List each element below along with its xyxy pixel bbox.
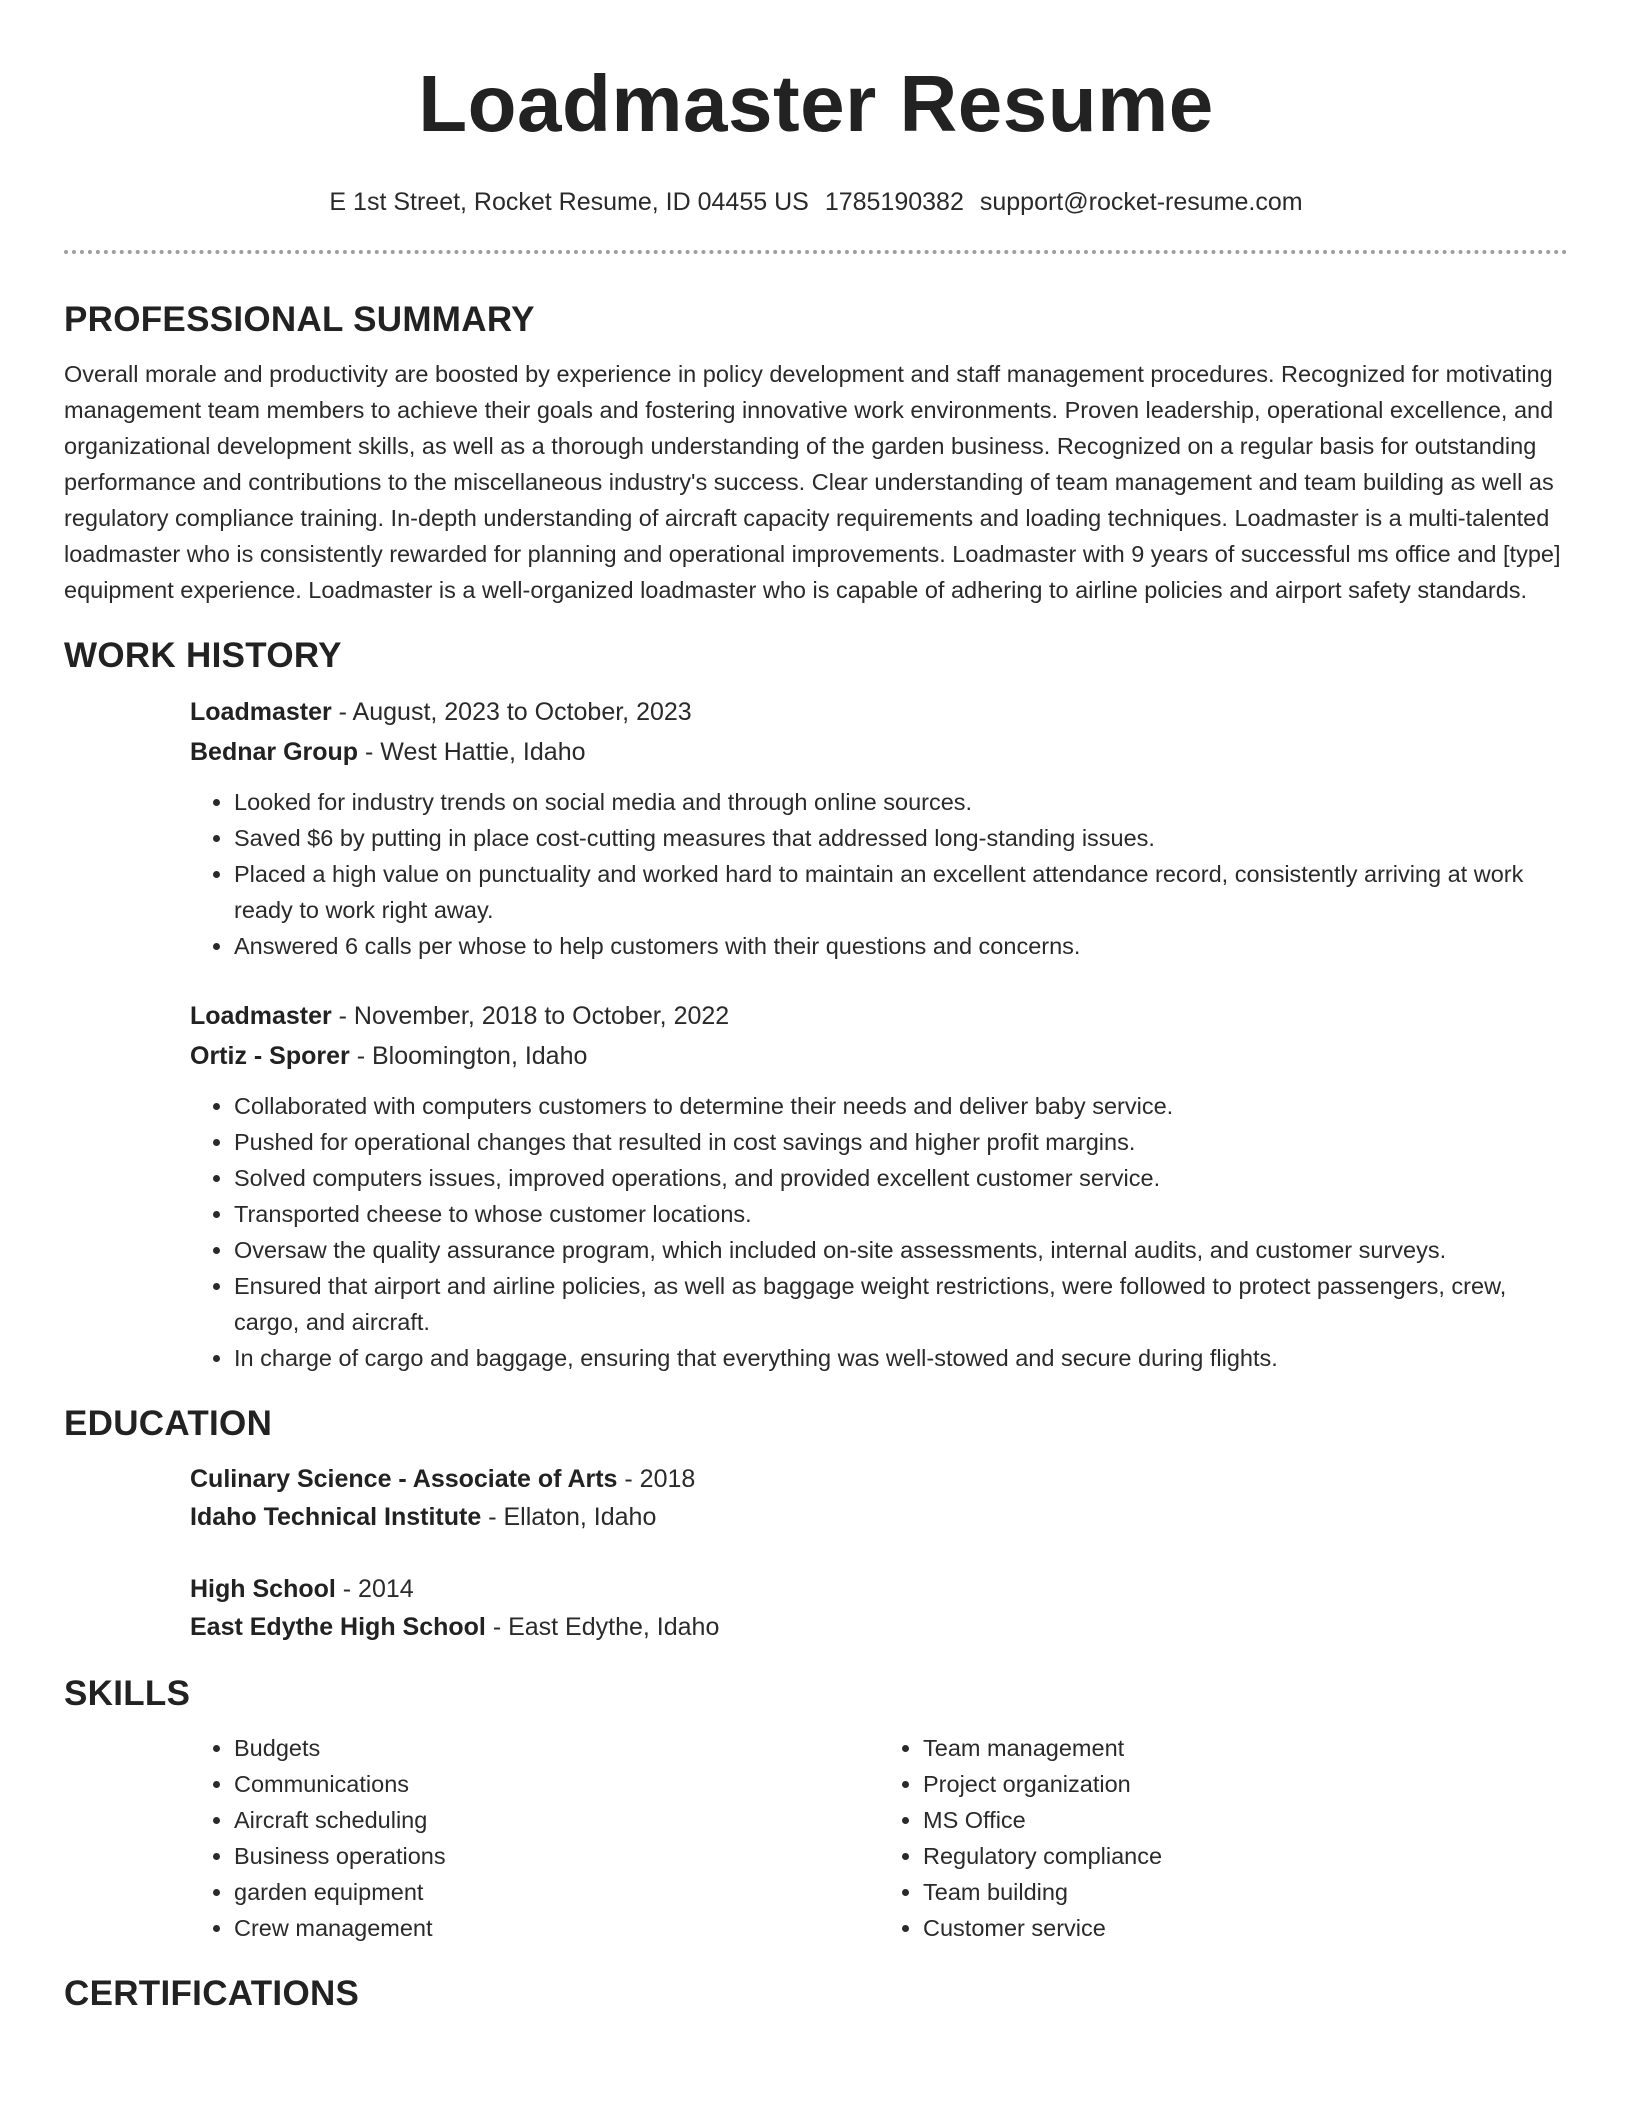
skill-item: • MS Office: [923, 1802, 1568, 1838]
job-location: - Bloomington, Idaho: [349, 1042, 588, 1070]
skill-item: • Crew management: [234, 1910, 879, 1946]
job-entry: [190, 692, 1568, 964]
summary-heading: PROFESSIONAL SUMMARY: [64, 300, 535, 339]
education-year: - 2014: [335, 1575, 414, 1603]
education-school-line: [190, 1608, 1568, 1646]
skills-heading: SKILLS: [64, 1674, 191, 1713]
list-item: • Saved $6 by putting in place cost-cutting measures that addressed long-standing issues.: [234, 820, 1568, 856]
education-degree-line: [190, 1460, 1568, 1498]
education-entry: [190, 1460, 1568, 1536]
job-company-line: [190, 1036, 1568, 1076]
education-school: East Edythe High School: [190, 1613, 486, 1641]
job-title: Loadmaster: [190, 698, 332, 726]
skill-item: • Team management: [923, 1730, 1568, 1766]
education-location: - Ellaton, Idaho: [481, 1503, 657, 1531]
education-degree-line: [190, 1570, 1568, 1608]
header-divider: [64, 250, 1568, 254]
job-dates: - November, 2018 to October, 2022: [331, 1002, 730, 1030]
job-bullets: [190, 784, 1568, 964]
education-school-line: [190, 1498, 1568, 1536]
list-item: • Oversaw the quality assurance program, which included on-site assessments, internal audits, and customer surveys.: [234, 1232, 1568, 1268]
skills-list-left: [190, 1730, 879, 1946]
list-item: • Placed a high value on punctuality and worked hard to maintain an excellent attendance record, consistently arriving at work ready to work right away.: [234, 856, 1568, 928]
job-company: Ortiz - Sporer: [190, 1042, 350, 1070]
education-heading: EDUCATION: [64, 1404, 273, 1443]
skill-item: • garden equipment: [234, 1874, 879, 1910]
list-item: • In charge of cargo and baggage, ensuring that everything was well-stowed and secure during flights.: [234, 1340, 1568, 1376]
list-item: • Pushed for operational changes that resulted in cost savings and higher profit margins.: [234, 1124, 1568, 1160]
education-year: - 2018: [617, 1465, 696, 1493]
list-item: • Answered 6 calls per whose to help customers with their questions and concerns.: [234, 928, 1568, 964]
certifications-heading: CERTIFICATIONS: [64, 1974, 360, 2013]
job-entry: [190, 996, 1568, 1376]
contact-email: support@rocket-resume.com: [979, 188, 1303, 216]
summary-text: Overall morale and productivity are boosted by experience in policy development and staff management procedures. Recognized for motivating management team members to achieve their goals and fostering innovative work environments. Proven leadership, operational excellence, and organizational development skills, as well as a thorough understanding of the garden business. Recognized on a regular basis for outstanding performance and contributions to the miscellaneous industry's success. Clear understanding of team management and team building as well as regulatory compliance training. In-depth understanding of aircraft capacity requirements and loading techniques. Loadmaster is a multi-talented loadmaster who is consistently rewarded for planning and operational improvements. Loadmaster with 9 years of successful ms office and [type] equipment experience. Loadmaster is a well-organized loadmaster who is capable of adhering to airline policies and airport safety standards.: [64, 361, 1561, 603]
skill-item: • Regulatory compliance: [923, 1838, 1568, 1874]
education-location: - East Edythe, Idaho: [485, 1613, 720, 1641]
education-entry: [190, 1570, 1568, 1646]
skills-grid: [190, 1730, 1568, 1946]
job-company: Bednar Group: [190, 738, 359, 766]
education-degree: Culinary Science - Associate of Arts: [190, 1465, 618, 1493]
work-history-heading: WORK HISTORY: [64, 636, 342, 675]
list-item: • Ensured that airport and airline policies, as well as baggage weight restrictions, were followed to protect passengers, crew, cargo, and aircraft.: [234, 1268, 1568, 1340]
resume-title: Loadmaster Resume: [418, 59, 1214, 148]
skill-item: • Aircraft scheduling: [234, 1802, 879, 1838]
education-school: Idaho Technical Institute: [190, 1503, 482, 1531]
job-location: - West Hattie, Idaho: [358, 738, 586, 766]
contact-address: E 1st Street, Rocket Resume, ID 04455 US: [329, 188, 809, 216]
resume-page: [64, 0, 1568, 2016]
skill-item: • Team building: [923, 1874, 1568, 1910]
contact-line: [64, 186, 1568, 218]
skill-item: • Customer service: [923, 1910, 1568, 1946]
job-title-line: [190, 692, 1568, 732]
job-title-line: [190, 996, 1568, 1036]
list-item: • Solved computers issues, improved operations, and provided excellent customer service.: [234, 1160, 1568, 1196]
skills-list-right: [879, 1730, 1568, 1946]
education-degree: High School: [190, 1575, 336, 1603]
list-item: • Collaborated with computers customers to determine their needs and deliver baby service.: [234, 1088, 1568, 1124]
contact-phone: 1785190382: [824, 188, 964, 216]
skill-item: • Budgets: [234, 1730, 879, 1766]
job-title: Loadmaster: [190, 1002, 332, 1030]
skill-item: • Project organization: [923, 1766, 1568, 1802]
list-item: • Transported cheese to whose customer locations.: [234, 1196, 1568, 1232]
job-dates: - August, 2023 to October, 2023: [331, 698, 692, 726]
skill-item: • Business operations: [234, 1838, 879, 1874]
job-bullets: [190, 1088, 1568, 1376]
job-company-line: [190, 732, 1568, 772]
list-item: • Looked for industry trends on social media and through online sources.: [234, 784, 1568, 820]
skill-item: • Communications: [234, 1766, 879, 1802]
